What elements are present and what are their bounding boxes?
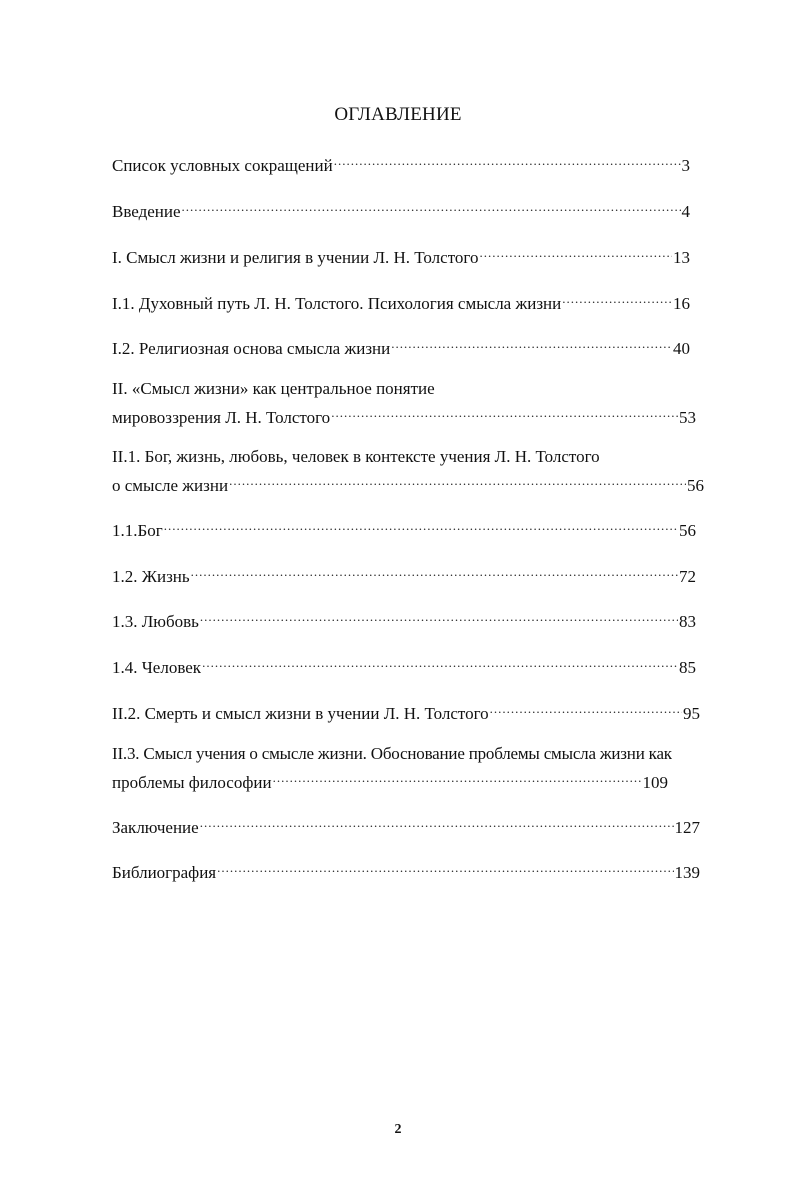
toc-entry-text: Введение	[112, 202, 181, 221]
toc-entry-chapter-2	[112, 402, 696, 428]
toc-page-number: 109	[642, 773, 668, 792]
toc-entry-section-2-3-line1: II.3. Смысл учения о смысле жизни. Обоснование проблемы смысла жизни как	[112, 744, 672, 763]
toc-page-number: 4	[681, 202, 690, 221]
toc-entry-text: Список условных сокращений	[112, 156, 333, 175]
toc-leader	[562, 288, 672, 309]
toc-page-number: 13	[673, 248, 690, 267]
toc-entry-section-2-2	[112, 698, 700, 724]
page-number: 2	[394, 1122, 402, 1137]
toc-page-number: 85	[679, 658, 696, 677]
toc-page-number: 3	[681, 156, 690, 175]
toc-page-number: 56	[687, 476, 704, 495]
toc-page-number: 56	[679, 521, 696, 540]
toc-entry-bibliography	[112, 857, 700, 883]
toc-page-number: 95	[683, 704, 700, 723]
toc-page-number: 53	[679, 408, 696, 427]
toc-leader	[479, 242, 672, 263]
toc-page-number: 127	[674, 818, 700, 837]
toc-leader	[191, 561, 678, 582]
toc-leader	[273, 767, 642, 788]
toc-entry-subsection-god	[112, 515, 696, 541]
toc-leader	[334, 150, 681, 171]
toc-entry-section-2-3	[112, 767, 668, 793]
toc-entry-text: I.1. Духовный путь Л. Н. Толстого. Психология смысла жизни	[112, 294, 562, 313]
toc-page-number: 72	[679, 567, 696, 586]
toc-entry-text: о смысле жизни	[112, 476, 229, 495]
toc-entry-subsection-love	[112, 606, 696, 632]
toc-entry-introduction	[112, 196, 690, 222]
toc-leader	[200, 606, 678, 627]
toc-entry-text: 1.1.Бог	[112, 521, 163, 540]
toc-page-number: 139	[674, 863, 700, 882]
toc-leader	[217, 857, 673, 878]
toc-entry-section-2-1-line1: II.1. Бог, жизнь, любовь, человек в контексте учения Л. Н. Толстого	[112, 447, 600, 466]
toc-leader	[164, 515, 678, 536]
toc-entry-subsection-human	[112, 652, 696, 678]
toc-entry-chapter-2-line1: II. «Смысл жизни» как центральное понятие	[112, 379, 435, 398]
toc-leader	[490, 698, 682, 719]
toc-page-number: 16	[673, 294, 690, 313]
toc-entry-chapter-1	[112, 242, 690, 268]
toc-entry-text: проблемы философии	[112, 773, 272, 792]
toc-leader	[182, 196, 681, 217]
toc-entry-text: II.2. Смерть и смысл жизни в учении Л. Н. Толстого	[112, 704, 489, 723]
toc-entry-text: Заключение	[112, 818, 199, 837]
toc-page-number: 40	[673, 339, 690, 358]
toc-entry-section-1-1	[112, 288, 690, 314]
toc-entry-text: мировоззрения Л. Н. Толстого	[112, 408, 331, 427]
toc-entry-section-2-1	[112, 470, 704, 496]
toc-page-number: 83	[679, 612, 696, 631]
toc-leader	[331, 402, 678, 423]
toc-entry-section-1-2	[112, 333, 690, 359]
toc-entry-subsection-life	[112, 561, 696, 587]
toc-entry-text: 1.2. Жизнь	[112, 567, 190, 586]
toc-entry-abbreviations	[112, 150, 690, 176]
toc-entry-text: I.2. Религиозная основа смысла жизни	[112, 339, 391, 358]
toc-entry-text: Библиография	[112, 863, 217, 882]
toc-leader	[200, 812, 674, 833]
toc-entry-text: 1.3. Любовь	[112, 612, 199, 631]
toc-leader	[391, 333, 672, 354]
toc-heading: ОГЛАВЛЕНИЕ	[334, 104, 462, 125]
toc-entry-conclusion	[112, 812, 700, 838]
toc-entry-text: 1.4. Человек	[112, 658, 202, 677]
toc-entry-text: I. Смысл жизни и религия в учении Л. Н. Толстого	[112, 248, 479, 267]
toc-leader	[229, 470, 686, 491]
toc-leader	[202, 652, 678, 673]
